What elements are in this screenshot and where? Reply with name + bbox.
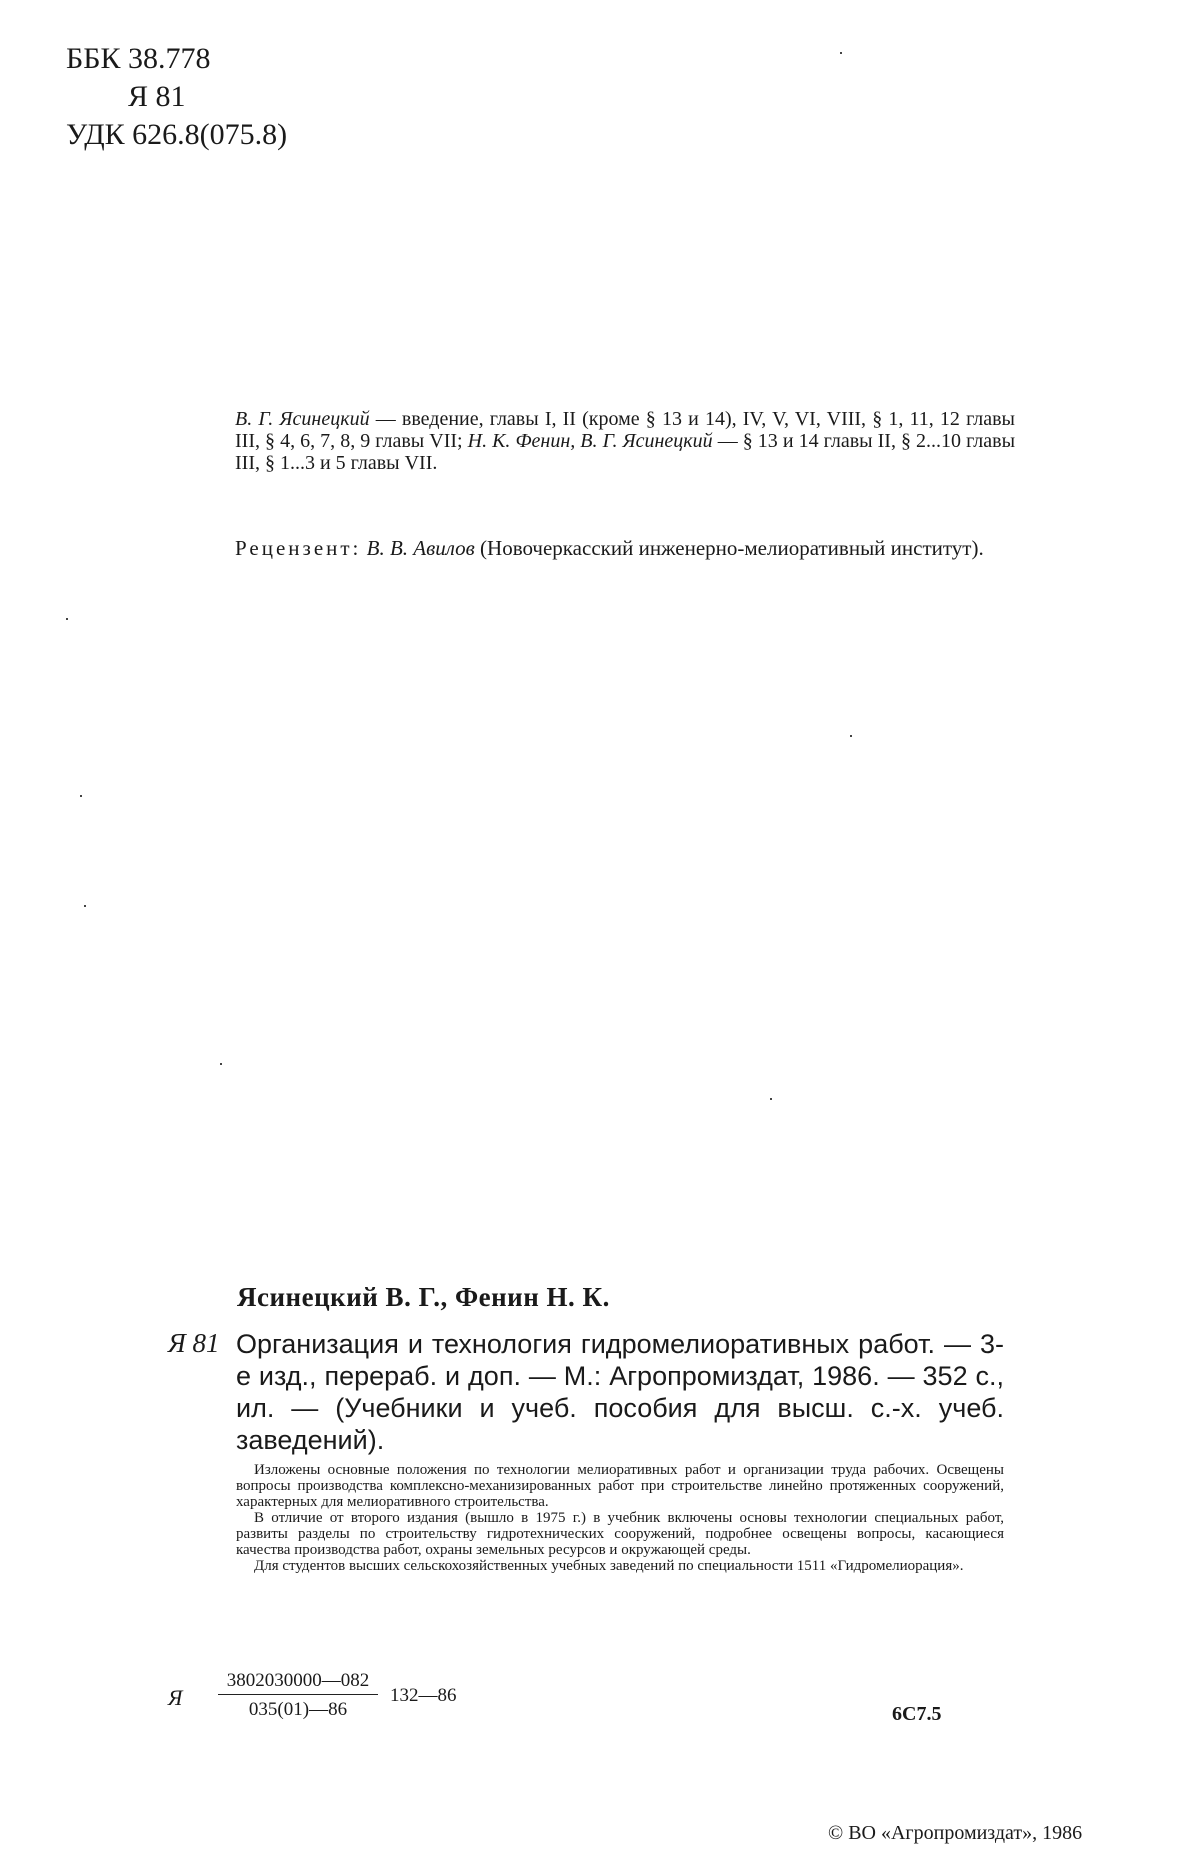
class-code: 6С7.5 <box>892 1703 942 1725</box>
scan-speck <box>84 905 86 907</box>
annotation-paragraph: В отличие от второго издания (вышло в 1975 г.) в учебник включены основы технологии специальных работ, развиты разделы по строительству гидротехнических сооружений, подробнее освещены вопросы, касающиеся качества производства работ, охраны земельных ресурсов и окружающей среды. <box>236 1510 1004 1558</box>
index-suffix: 132—86 <box>390 1685 457 1706</box>
author-2-names: Н. К. Фенин, В. Г. Ясинецкий <box>467 430 713 452</box>
catalog-card-annotation <box>236 1462 1004 1574</box>
copyright-line: © ВО «Агропромиздат», 1986 <box>828 1822 1083 1844</box>
catalog-card-authors: Ясинецкий В. Г., Фенин Н. К. <box>237 1282 610 1312</box>
index-prefix: Я <box>168 1685 183 1710</box>
index-fraction <box>218 1670 378 1721</box>
scan-speck <box>850 735 852 737</box>
classification-block <box>66 40 287 154</box>
catalog-card-code: Я 81 <box>168 1328 220 1358</box>
reviewer-affiliation: (Новочеркасский инженерно-мелиоративный институт). <box>474 536 984 560</box>
annotation-paragraph: Для студентов высших сельскохозяйственных учебных заведений по специальности 1511 «Гидромелиорация». <box>254 1558 964 1574</box>
scan-speck <box>220 1063 222 1065</box>
author-code: Я 81 <box>128 80 186 113</box>
author-1-text: — введение, главы I, II (кроме § 13 и 14), IV, V, VI, VIII, § 1, 11, 12 главы III, § 4, 6, 7, 8, 9 главы VII; <box>235 408 1015 452</box>
reviewer-label: Рецензент: <box>235 536 362 560</box>
authors-contribution-note <box>235 408 1015 474</box>
index-numerator: 3802030000—082 <box>218 1670 378 1695</box>
scan-speck <box>770 1098 772 1100</box>
scan-speck <box>80 795 82 797</box>
udk-code: УДК 626.8(075.8) <box>66 118 288 151</box>
scan-speck <box>840 52 842 54</box>
reviewer-line <box>235 536 1015 561</box>
scan-speck <box>66 618 68 620</box>
index-denominator: 035(01)—86 <box>248 1699 348 1720</box>
annotation-paragraph: Изложены основные положения по технологии мелиоративных работ и организации труда рабочих. Освещены вопросы производства комплексно-механизированных работ при строительстве линейно протяженных сооружений, характерных для мелиоративного строительства. <box>236 1462 1004 1510</box>
author-2-text: — § 13 и 14 главы II, § 2...10 главы III, § 1...3 и 5 главы VII. <box>235 430 1016 474</box>
bbk-code: ББК 38.778 <box>66 42 211 75</box>
reviewer-name: В. В. Авилов <box>366 536 475 560</box>
catalog-card-description: Организация и технология гидромелиоративных работ. — 3-е изд., перераб. и доп. — М.: Агропромиздат, 1986. — 352 с., ил. — (Учебники и учеб. пособия для высш. с.-х. учеб. заведений). <box>236 1329 1004 1455</box>
author-1-name: В. Г. Ясинецкий <box>235 408 370 430</box>
